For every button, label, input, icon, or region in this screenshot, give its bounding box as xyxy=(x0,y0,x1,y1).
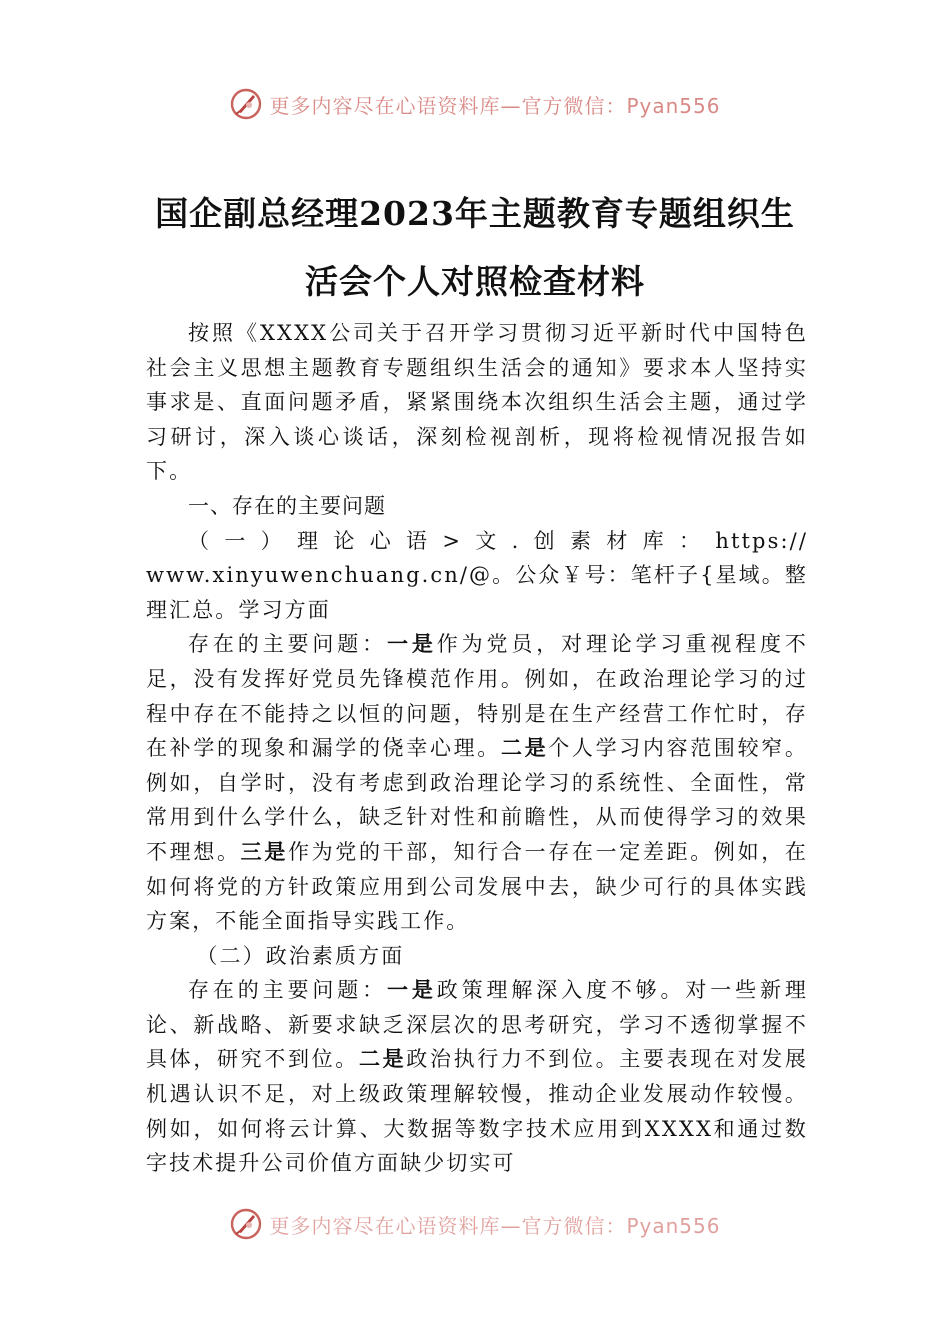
document-title-line-1: 国企副总经理2023年主题教育专题组织生 xyxy=(155,194,795,233)
subsection-heading-1-line-2: www.xinyuwenchuang.cn/@。公众￥号：笔杆子{星域。整理汇总。学习方面 xyxy=(146,563,808,622)
subsection-heading-1-line-1: （一）理论心语>文.创素材库：https:// xyxy=(188,528,808,553)
footer-watermark-text: 更多内容尽在心语资料库—官方微信：Pyan556 xyxy=(269,1213,721,1238)
paragraph-political-problems xyxy=(146,973,808,1181)
paragraph-text: 个人学习内容范围较窄。例如，自学时，没有考虑到政治理论学习的系统性、全面性，常常用到什么学什么，缺乏针对性和前瞻性，从而使得学习的效果不理想。 xyxy=(146,736,808,864)
section-heading-1: 一、存在的主要问题 xyxy=(188,493,386,518)
quill-seal-icon xyxy=(229,87,263,121)
page-footer-banner xyxy=(0,1202,950,1246)
bold-keyword-first: 一是 xyxy=(386,632,437,657)
paragraph-text: 政策理解深入度不够。对一些新理论、新战略、新要求缺乏深层次的思考研究，学习不透彻掌握不具体，研究不到位。 xyxy=(146,978,808,1072)
quill-seal-icon xyxy=(229,1207,263,1241)
paragraph-lead: 存在的主要问题： xyxy=(188,632,387,657)
paragraph-text: 作为党员，对理论学习重视程度不足，没有发挥好党员先锋模范作用。例如，在政治理论学习的过程中存在不能持之以恒的问题，特别是在生产经营工作忙时，存在补学的现象和漏学的侥幸心理。 xyxy=(146,632,808,761)
document-body xyxy=(146,316,808,1181)
page-header-banner xyxy=(0,82,950,126)
paragraph-text: 政治执行力不到位。主要表现在对发展机遇认识不足，对上级政策理解较慢，推动企业发展动作较慢。例如，如何将云计算、大数据等数字技术应用到XXXX和通过数字技术提升公司价值方面缺少切实可 xyxy=(146,1047,808,1176)
bold-keyword-second: 二是 xyxy=(358,1047,407,1072)
paragraph-lead: 存在的主要问题： xyxy=(188,978,387,1003)
subsection-heading-2: （二）政治素质方面 xyxy=(196,943,405,968)
bold-keyword-second: 二是 xyxy=(500,736,549,761)
document-title-line-2: 活会个人对照检查材料 xyxy=(305,262,645,301)
bold-keyword-third: 三是 xyxy=(240,839,288,864)
bold-keyword-first: 一是 xyxy=(386,978,437,1003)
header-watermark-text: 更多内容尽在心语资料库—官方微信：Pyan556 xyxy=(269,93,721,118)
intro-paragraph: 按照《XXXX公司关于召开学习贯彻习近平新时代中国特色社会主义思想主题教育专题组织生活会的通知》要求本人坚持实事求是、直面问题矛盾，紧紧围绕本次组织生活会主题，通过学习研讨，深入谈心谈话，深刻检视剖析，现将检视情况报告如下。 xyxy=(146,321,808,484)
paragraph-text: 作为党的干部，知行合一存在一定差距。例如，在如何将党的方针政策应用到公司发展中去，缺少可行的具体实践方案，不能全面指导实践工作。 xyxy=(146,839,808,934)
paragraph-theory-problems xyxy=(146,627,808,938)
